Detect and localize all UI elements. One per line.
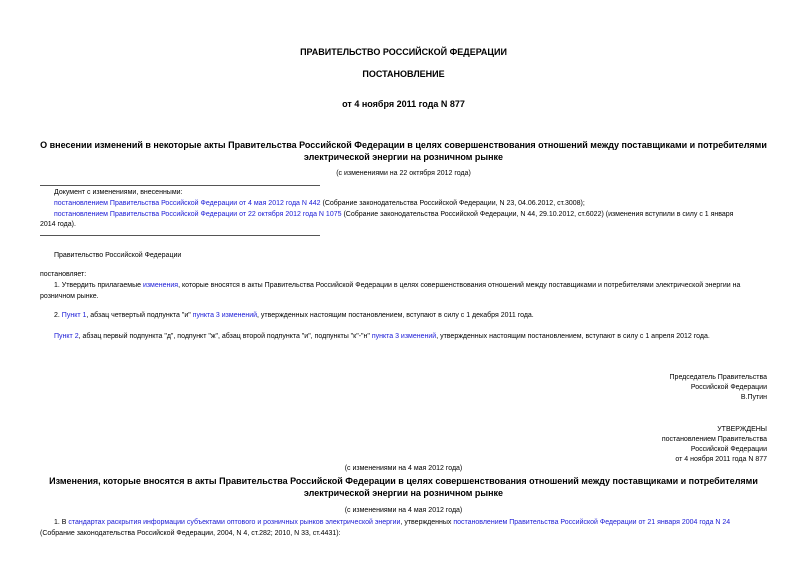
government-rf: Правительство Российской Федерации <box>54 252 182 259</box>
link-point-3-changes[interactable]: пункта 3 изменений <box>192 312 258 319</box>
section2-paragraph-1-tail: (Собрание законодательства Российской Федерации, 2004, N 4, ст.282; 2010, N 33, ст.4431): <box>40 530 341 537</box>
signature-name: В.Путин <box>740 394 767 401</box>
paragraph-1-tail: розничном рынке. <box>40 293 99 300</box>
changes-item-2-tail: 2014 года). <box>40 221 76 228</box>
document-date-number: от 4 ноября 2011 года N 877 <box>342 99 465 109</box>
section2-title-line2: электрической энергии на розничном рынке <box>303 488 504 498</box>
paragraph-3: Пункт 2, абзац первый подпункта "д", подпункт "ж", абзац второй подпункта "и", подпункты "к"-"н" пункта 3 изменений, утвержденных настоящим постановлением, вступают в силу с 1 апреля 2012 года. <box>54 333 710 340</box>
approval-block <box>662 425 767 465</box>
section2-revision-2: (с изменениями на 4 мая 2012 года) <box>344 507 463 514</box>
document-type: ПОСТАНОВЛЕНИЕ <box>362 69 445 79</box>
document-title-line2: электрической энергии на розничном рынке <box>303 152 504 162</box>
document-title-line1: О внесении изменений в некоторые акты Правительства Российской Федерации в целях совершенствования отношений между поставщиками и потребителями <box>40 140 767 150</box>
changes-intro: Документ с изменениями, внесенными: <box>54 189 183 196</box>
approval-line2: постановлением Правительства <box>661 436 767 443</box>
approval-line4: от 4 ноября 2011 года N 877 <box>675 456 767 463</box>
section2-title-line1: Изменения, которые вносятся в акты Правительства Российской Федерации в целях совершенствования отношений между поставщиками и потребителями <box>49 476 758 486</box>
signature-title: Председатель Правительства <box>669 374 767 381</box>
changes-item-2: постановлением Правительства Российской Федерации от 22 октября 2012 года N 1075 (Собрание законодательства Российской Федерации, N 44, 29.10.2012, ст.6022) (изменения вступили в силу с 1 января <box>54 211 734 218</box>
signature-block <box>670 373 767 403</box>
link-point-1[interactable]: Пункт 1 <box>61 312 87 319</box>
revision-note: (с изменениями на 22 октября 2012 года) <box>336 170 471 177</box>
paragraph-1: 1. Утвердить прилагаемые изменения, которые вносятся в акты Правительства Российской Федерации в целях совершенствования отношений между поставщиками и потребителями электрической энергии на <box>54 282 741 289</box>
decides-label: постановляет: <box>40 271 87 278</box>
link-decree-1075[interactable]: постановлением Правительства Российской Федерации от 22 октября 2012 года N 1075 <box>54 211 342 218</box>
link-point-2[interactable]: Пункт 2 <box>54 333 79 340</box>
signature-org: Российской Федерации <box>690 384 767 391</box>
changes-bottom-divider <box>40 235 320 236</box>
approval-line1: УТВЕРЖДЕНЫ <box>717 426 767 433</box>
government-heading: ПРАВИТЕЛЬСТВО РОССИЙСКОЙ ФЕДЕРАЦИИ <box>300 47 507 57</box>
paragraph-2: 2. Пункт 1, абзац четвертый подпункта "и" пункта 3 изменений, утвержденных настоящим постановлением, вступают в силу с 1 декабря 2011 года. <box>54 312 534 319</box>
approval-line3: Российской Федерации <box>690 446 767 453</box>
section2-revision: (с изменениями на 4 мая 2012 года) <box>344 465 463 472</box>
link-disclosure-standards[interactable]: стандартах раскрытия информации субъектами оптового и розничных рынков электрической энергии <box>68 519 401 526</box>
link-decree-24[interactable]: постановлением Правительства Российской Федерации от 21 января 2004 года N 24 <box>453 519 731 526</box>
changes-top-divider <box>40 185 320 186</box>
link-point-3-changes-2[interactable]: пункта 3 изменений <box>371 333 437 340</box>
section2-paragraph-1: 1. В стандартах раскрытия информации субъектами оптового и розничных рынков электрической энергии, утвержденных постановлением Правительства Российской Федерации от 21 января 2004 года N 24 <box>54 519 731 526</box>
link-decree-442[interactable]: постановлением Правительства Российской Федерации от 4 мая 2012 года N 442 <box>54 200 321 207</box>
changes-item-1: постановлением Правительства Российской Федерации от 4 мая 2012 года N 442 (Собрание законодательства Российской Федерации, N 23, 04.06.2012, ст.3008); <box>54 200 585 207</box>
link-changes[interactable]: изменения <box>142 282 179 289</box>
